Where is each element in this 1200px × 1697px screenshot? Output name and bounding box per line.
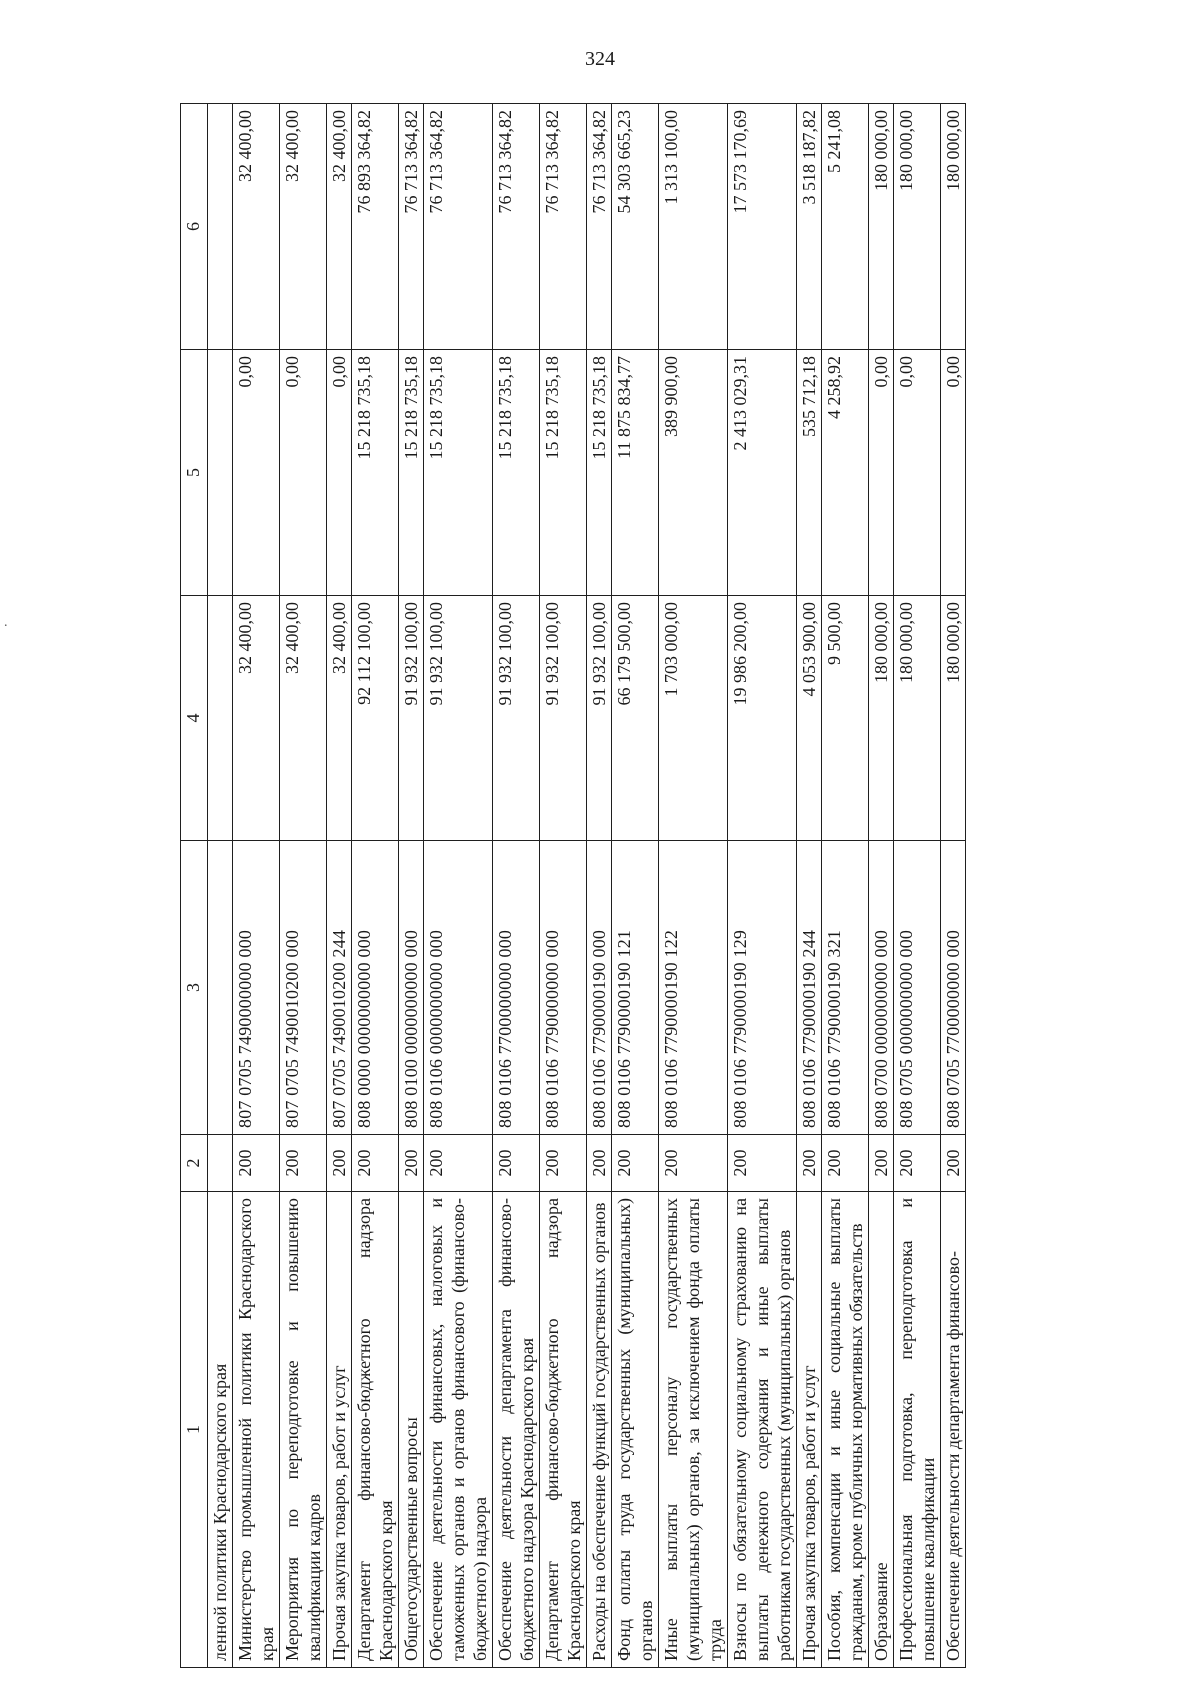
row-column-5: 15 218 735,18 [540,350,587,596]
row-column-5: 0,00 [233,350,280,596]
row-budget-code: 807 0705 7490010200 244 [327,841,352,1135]
table-cell-empty [208,350,233,596]
row-name: Мероприятия по переподготовке и повышению квалификации кадров [280,1192,327,1668]
row-budget-code: 808 0100 0000000000 000 [399,841,424,1135]
row-column-2: 200 [797,1135,822,1192]
row-column-6: 17 573 170,69 [728,104,797,350]
row-name: Иные выплаты персоналу государственных (муниципальных) органов, за исключением фонда оплаты труда [659,1192,728,1668]
row-column-2: 200 [728,1135,797,1192]
row-column-4: 91 932 100,00 [493,596,540,841]
table-row [352,104,399,1668]
row-column-2: 200 [894,1135,941,1192]
row-column-5: 535 712,18 [797,350,822,596]
column-number-row [181,104,208,1668]
row-budget-code: 808 0000 0000000000 000 [352,841,399,1135]
table-cell-empty [208,1135,233,1192]
row-column-6: 5 241,08 [822,104,869,350]
table-row [280,104,327,1668]
row-budget-code: 808 0700 0000000000 000 [869,841,894,1135]
row-budget-code: 808 0705 0000000000 000 [894,841,941,1135]
row-budget-code: 808 0106 7790000000 000 [540,841,587,1135]
row-name: Обеспечение деятельности департамента финансово- [941,1192,966,1668]
row-column-5: 0,00 [894,350,941,596]
table-cell-empty [208,596,233,841]
row-name: Департамент финансово-бюджетного надзора Краснодарского края [540,1192,587,1668]
row-column-4: 180 000,00 [941,596,966,841]
row-column-2: 200 [399,1135,424,1192]
row-column-4: 91 932 100,00 [399,596,424,841]
row-column-2: 200 [424,1135,493,1192]
row-name: Прочая закупка товаров, работ и услуг [327,1192,352,1668]
table-cell-empty [208,104,233,350]
table-row [424,104,493,1668]
row-column-2: 200 [869,1135,894,1192]
row-column-4: 180 000,00 [869,596,894,841]
table-row [659,104,728,1668]
continuation-text: ленной политики Краснодарского края [208,1192,233,1668]
row-column-6: 180 000,00 [894,104,941,350]
row-column-5: 0,00 [327,350,352,596]
row-budget-code: 808 0106 0000000000 000 [424,841,493,1135]
table-row [894,104,941,1668]
row-column-2: 200 [822,1135,869,1192]
budget-table [180,103,966,1668]
table-row [327,104,352,1668]
row-name: Министерство промышленной политики Краснодарского края [233,1192,280,1668]
table-row [233,104,280,1668]
row-column-4: 66 179 500,00 [612,596,659,841]
row-column-2: 200 [327,1135,352,1192]
row-column-5: 11 875 834,77 [612,350,659,596]
table-row [728,104,797,1668]
row-name: Расходы на обеспечение функций государственных органов [587,1192,612,1668]
row-column-4: 180 000,00 [894,596,941,841]
row-column-2: 200 [612,1135,659,1192]
row-column-5: 15 218 735,18 [587,350,612,596]
row-name: Пособия, компенсации и иные социальные выплаты гражданам, кроме публичных нормативных обязательств [822,1192,869,1668]
row-name: Образование [869,1192,894,1668]
row-column-6: 54 303 665,23 [612,104,659,350]
row-budget-code: 807 0705 7490000000 000 [233,841,280,1135]
column-number: 4 [181,596,208,841]
table-row [587,104,612,1668]
row-column-6: 76 713 364,82 [540,104,587,350]
column-number: 2 [181,1135,208,1192]
row-name: Профессиональная подготовка, переподготовка и повышение квалификации [894,1192,941,1668]
rotated-table-container [180,104,1102,1668]
row-column-6: 32 400,00 [327,104,352,350]
row-column-6: 76 713 364,82 [424,104,493,350]
row-column-2: 200 [352,1135,399,1192]
row-budget-code: 808 0106 7790000190 000 [587,841,612,1135]
row-column-5: 0,00 [280,350,327,596]
row-column-4: 92 112 100,00 [352,596,399,841]
row-column-4: 9 500,00 [822,596,869,841]
row-column-4: 4 053 900,00 [797,596,822,841]
column-number: 6 [181,104,208,350]
row-column-6: 180 000,00 [869,104,894,350]
table-row [540,104,587,1668]
row-column-5: 15 218 735,18 [424,350,493,596]
row-column-5: 4 258,92 [822,350,869,596]
row-column-2: 200 [493,1135,540,1192]
row-budget-code: 808 0106 7790000190 244 [797,841,822,1135]
table-row [612,104,659,1668]
row-column-6: 180 000,00 [941,104,966,350]
row-name: Общегосударственные вопросы [399,1192,424,1668]
row-column-6: 32 400,00 [233,104,280,350]
table-row [797,104,822,1668]
row-column-2: 200 [941,1135,966,1192]
continuation-row [208,104,233,1668]
table-row [493,104,540,1668]
row-column-5: 2 413 029,31 [728,350,797,596]
margin-mark: . [4,615,8,630]
row-name: Взносы по обязательному социальному страхованию на выплаты денежного содержания и иные выплаты работникам государственных (муниципальных) органов [728,1192,797,1668]
row-column-4: 32 400,00 [233,596,280,841]
row-name: Прочая закупка товаров, работ и услуг [797,1192,822,1668]
row-column-2: 200 [540,1135,587,1192]
row-column-6: 76 713 364,82 [399,104,424,350]
row-budget-code: 808 0705 7700000000 000 [941,841,966,1135]
table-row [822,104,869,1668]
row-name: Обеспечение деятельности финансовых, налоговых и таможенных органов и органов финансового (финансово-бюджетного) надзора [424,1192,493,1668]
column-number: 3 [181,841,208,1135]
row-name: Фонд оплаты труда государственных (муниципальных) органов [612,1192,659,1668]
row-column-6: 76 713 364,82 [493,104,540,350]
row-column-4: 1 703 000,00 [659,596,728,841]
row-column-6: 1 313 100,00 [659,104,728,350]
row-column-4: 32 400,00 [327,596,352,841]
table-row [399,104,424,1668]
row-column-5: 15 218 735,18 [352,350,399,596]
row-column-6: 32 400,00 [280,104,327,350]
row-budget-code: 808 0106 7700000000 000 [493,841,540,1135]
row-column-6: 76 713 364,82 [587,104,612,350]
row-budget-code: 808 0106 7790000190 321 [822,841,869,1135]
page-number: 324 [585,48,615,70]
row-budget-code: 808 0106 7790000190 121 [612,841,659,1135]
column-number: 5 [181,350,208,596]
row-column-4: 91 932 100,00 [587,596,612,841]
row-name: Департамент финансово-бюджетного надзора Краснодарского края [352,1192,399,1668]
row-column-4: 19 986 200,00 [728,596,797,841]
table-cell-empty [208,841,233,1135]
row-column-2: 200 [233,1135,280,1192]
row-column-4: 91 932 100,00 [540,596,587,841]
row-column-6: 3 518 187,82 [797,104,822,350]
row-budget-code: 807 0705 7490010200 000 [280,841,327,1135]
row-column-4: 91 932 100,00 [424,596,493,841]
table-row [941,104,966,1668]
row-column-2: 200 [659,1135,728,1192]
row-budget-code: 808 0106 7790000190 129 [728,841,797,1135]
row-column-2: 200 [280,1135,327,1192]
row-name: Обеспечение деятельности департамента финансово-бюджетного надзора Краснодарского края [493,1192,540,1668]
row-column-5: 0,00 [869,350,894,596]
table-row [869,104,894,1668]
row-column-4: 32 400,00 [280,596,327,841]
row-column-6: 76 893 364,82 [352,104,399,350]
row-budget-code: 808 0106 7790000190 122 [659,841,728,1135]
column-number: 1 [181,1192,208,1668]
row-column-5: 389 900,00 [659,350,728,596]
row-column-5: 15 218 735,18 [493,350,540,596]
row-column-5: 15 218 735,18 [399,350,424,596]
row-column-2: 200 [587,1135,612,1192]
row-column-5: 0,00 [941,350,966,596]
